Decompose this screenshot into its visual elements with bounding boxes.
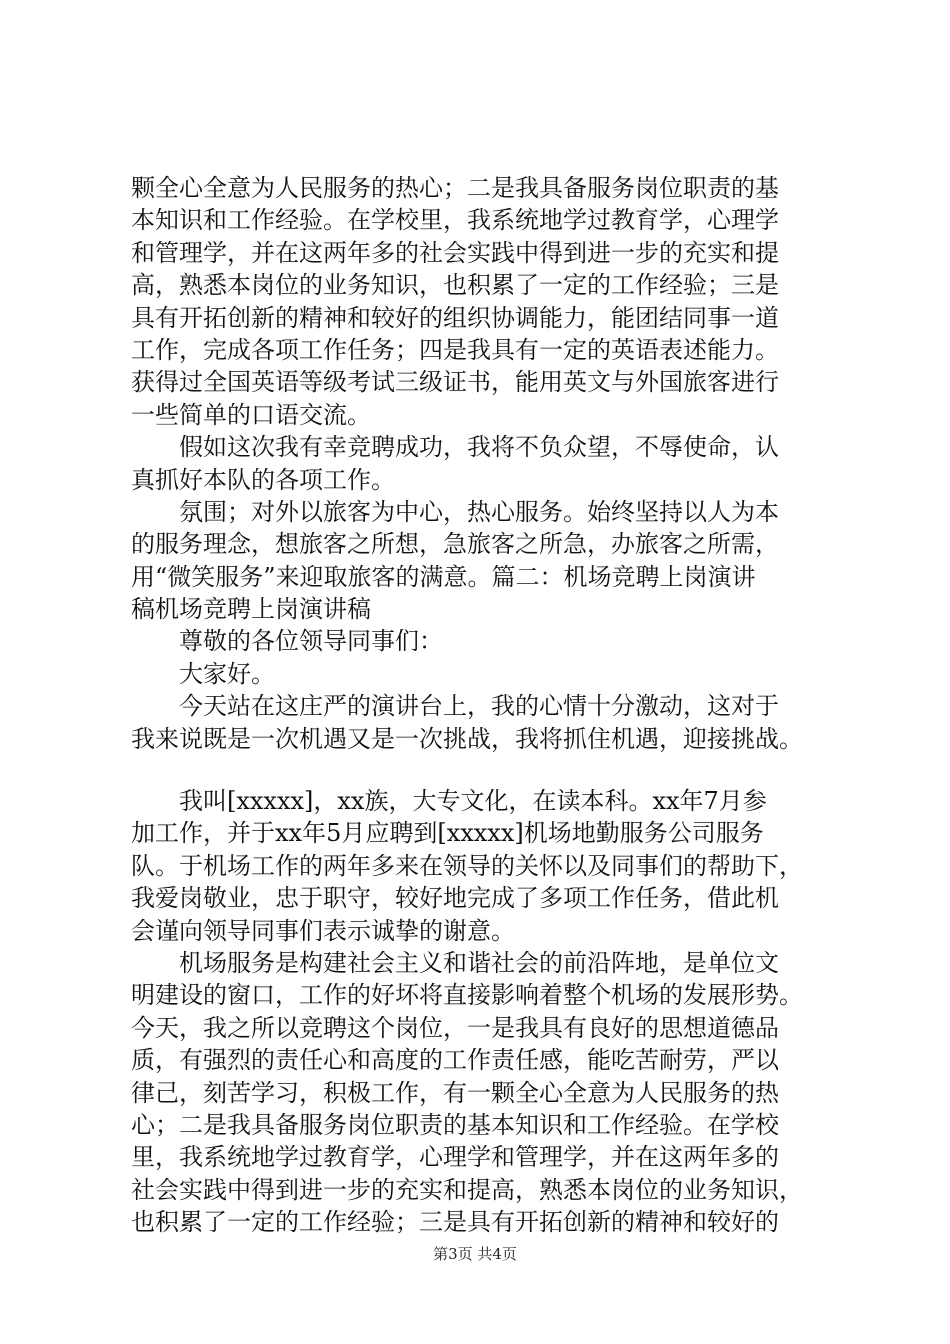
text-line: 大家好。 <box>131 659 275 688</box>
text-line: 假如这次我有幸竞聘成功，我将不负众望，不辱使命，认 <box>131 433 779 462</box>
text-line: 用“微笑服务”来迎取旅客的满意。篇二：机场竞聘上岗演讲 <box>131 562 756 591</box>
text-line: 社会实践中得到进一步的充实和提高，熟悉本岗位的业务知识， <box>131 1175 803 1204</box>
text-line: 今天站在这庄严的演讲台上，我的心情十分激动，这对于 <box>131 692 779 721</box>
text-line: 一些简单的口语交流。 <box>131 400 371 429</box>
page-footer: 第3页 共4页 <box>433 1245 517 1263</box>
text-line: 具有开拓创新的精神和较好的组织协调能力，能团结同事一道 <box>131 303 779 332</box>
text-line: 心；二是我具备服务岗位职责的基本知识和工作经验。在学校 <box>131 1110 779 1139</box>
text-line: 我来说既是一次机遇又是一次挑战，我将抓住机遇，迎接挑战。 <box>131 724 803 753</box>
text-line: 质，有强烈的责任心和高度的工作责任感，能吃苦耐劳，严以 <box>131 1046 779 1075</box>
text-line: 加工作，并于xx年5月应聘到[xxxxx]机场地勤服务公司服务 <box>131 819 764 848</box>
text-line: 今天，我之所以竞聘这个岗位，一是我具有良好的思想道德品 <box>131 1013 779 1042</box>
text-line: 也积累了一定的工作经验；三是具有开拓创新的精神和较好的 <box>131 1208 779 1237</box>
text-line: 队。于机场工作的两年多来在领导的关怀以及同事们的帮助下， <box>131 851 803 880</box>
text-line: 工作，完成各项工作任务；四是我具有一定的英语表述能力。 <box>131 335 779 364</box>
text-line: 稿机场竞聘上岗演讲稿 <box>131 595 371 624</box>
text-line: 会谨向领导同事们表示诚挚的谢意。 <box>131 916 515 945</box>
text-line: 的服务理念，想旅客之所想，急旅客之所急，办旅客之所需， <box>131 530 779 559</box>
text-line: 氛围；对外以旅客为中心，热心服务。始终坚持以人为本 <box>131 497 779 526</box>
text-line: 和管理学，并在这两年多的社会实践中得到进一步的充实和提 <box>131 238 779 267</box>
text-line: 获得过全国英语等级考试三级证书，能用英文与外国旅客进行 <box>131 368 779 397</box>
document-body <box>131 172 831 1239</box>
text-line: 高，熟悉本岗位的业务知识，也积累了一定的工作经验；三是 <box>131 271 779 300</box>
text-line: 尊敬的各位领导同事们： <box>131 627 443 656</box>
text-line: 机场服务是构建社会主义和谐社会的前沿阵地，是单位文 <box>131 948 779 977</box>
text-line: 颗全心全意为人民服务的热心；二是我具备服务岗位职责的基 <box>131 174 779 202</box>
text-line: 我爱岗敬业，忠于职守，较好地完成了多项工作任务，借此机 <box>131 884 779 913</box>
paragraph-gap <box>131 755 831 785</box>
text-line: 律己，刻苦学习，积极工作，有一颗全心全意为人民服务的热 <box>131 1078 779 1107</box>
text-line: 真抓好本队的各项工作。 <box>131 465 395 494</box>
text-line: 明建设的窗口，工作的好坏将直接影响着整个机场的发展形势。 <box>131 981 803 1010</box>
text-line: 里，我系统地学过教育学，心理学和管理学，并在这两年多的 <box>131 1143 779 1172</box>
text-block-2 <box>131 785 831 1238</box>
text-line: 本知识和工作经验。在学校里，我系统地学过教育学，心理学 <box>131 206 779 235</box>
text-block-1 <box>131 172 831 755</box>
text-line: 我叫[xxxxx]，xx族，大专文化，在读本科。xx年7月参 <box>131 787 767 816</box>
